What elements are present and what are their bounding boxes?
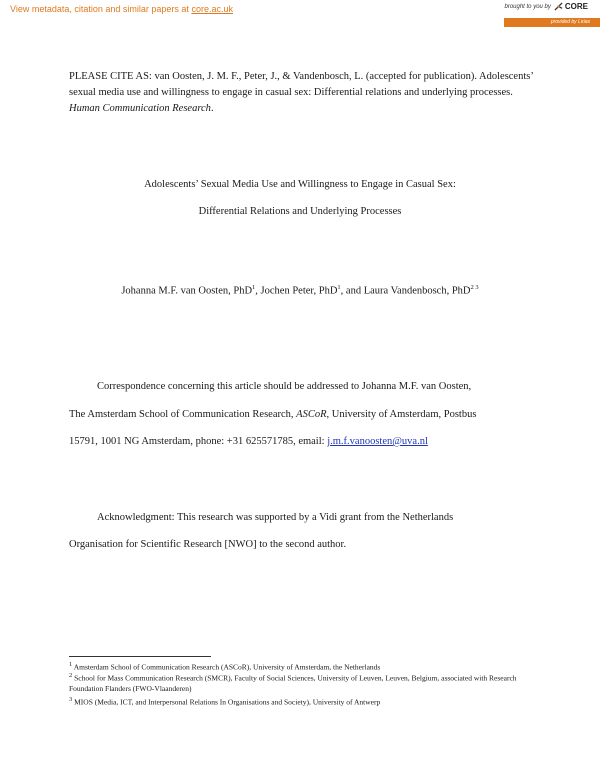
footnote-3 [69,695,539,708]
correspondence-line-1: Correspondence concerning this article should be addressed to Johanna M.F. van Oosten, [97,381,472,392]
footnote-2 [69,671,539,694]
correspondence-line-2 [69,409,476,420]
footnote-3-text: MIOS (Media, ICT, and Interpersonal Relations In Organisations and Society), University of Antwerp [72,697,381,707]
author-3-affil: 2 3 [470,284,479,291]
acknowledgment-line-2: Organisation for Scientific Research [NWO] to the second author. [69,539,347,550]
author-line [0,280,600,300]
email-link[interactable]: j.m.f.vanoosten@uva.nl [327,436,428,447]
citation-text: PLEASE CITE AS: van Oosten, J. M. F., Peter, J., & Vandenbosch, L. (accepted for publication). Adolescents’ sexual media use and willingness to engage in casual sex: Differential relations and underlying processes. [69,71,534,98]
footnote-2-text: School for Mass Communication Research (SMCR), Faculty of Social Sciences, University of Leuven, Leuven, Belgium, associated with Research Foundation Flanders (FWO-Vlaanderen) [69,673,517,693]
core-banner [0,0,600,27]
core-ac-uk-link[interactable]: core.ac.uk [191,4,233,14]
ascor-abbrev: ASCoR [296,409,327,420]
title-line-2: Differential Relations and Underlying Processes [198,206,402,217]
title-line-1: Adolescents’ Sexual Media Use and Willingness to Engage in Casual Sex: [144,179,456,190]
correspondence-line-3 [69,436,428,447]
citation-notice [69,69,539,117]
core-link-prefix: View metadata, citation and similar papers at [10,4,192,14]
brought-by-text: brought to you by [504,3,551,10]
correspondence-line-3-a: 15791, 1001 NG Amsterdam, phone: +31 625571785, email: [69,436,328,447]
correspondence-line-2-a: The Amsterdam School of Communication Research, [69,409,297,420]
citation-journal: Human Communication Research [69,103,211,114]
author-3: , and Laura Vandenbosch, PhD [340,285,471,297]
core-logo-icon [554,2,563,11]
author-1: Johanna M.F. van Oosten, PhD [121,285,253,297]
author-2: , Jochen Peter, PhD [255,285,338,297]
correspondence-line-2-b: , University of Amsterdam, Postbus [326,409,477,420]
footnote-1-num: 1 [69,661,73,668]
footnote-3-num: 3 [69,696,73,703]
footnote-divider [69,656,211,657]
core-metadata-link[interactable] [10,4,233,14]
brought-to-you-by [505,2,589,11]
footnote-2-num: 2 [69,672,73,679]
citation-suffix: . [210,103,214,114]
provided-by-lirias[interactable]: provided by Lirias [504,18,600,27]
footnote-1-text: Amsterdam School of Communication Research (ASCoR), University of Amsterdam, the Netherlands [72,662,381,672]
author-2-affil: 1 [337,284,341,291]
core-logo-label: CORE [564,2,588,11]
core-logo[interactable] [554,2,588,11]
acknowledgment-line-1: Acknowledgment: This research was supported by a Vidi grant from the Netherlands [97,512,454,523]
author-1-affil: 1 [252,284,256,291]
